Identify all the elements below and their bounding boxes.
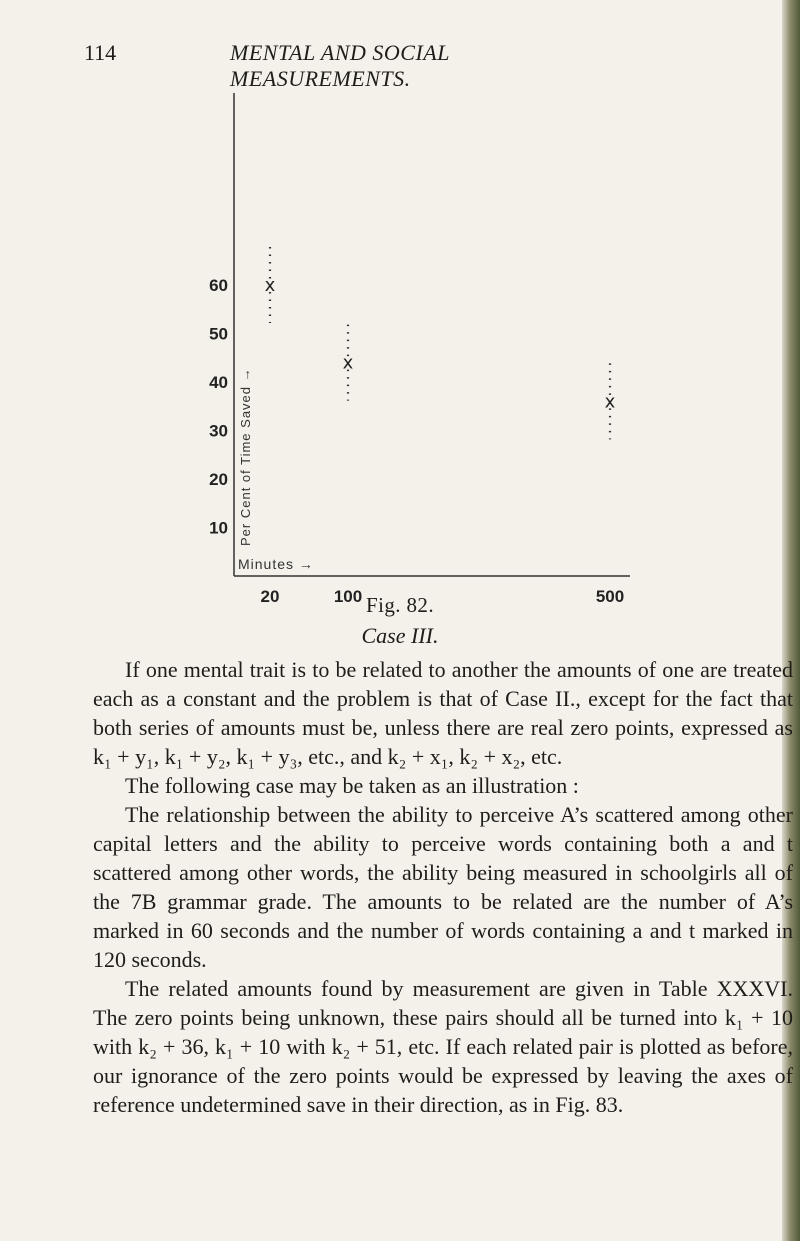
x-axis-label: Minutes →: [238, 556, 314, 572]
y-tick-label: 10: [209, 518, 228, 538]
figure-caption: Fig. 82.: [366, 593, 434, 617]
x-tick-label: 20: [260, 587, 280, 606]
point-marker: x: [604, 391, 616, 413]
data-point: [265, 247, 276, 323]
y-tick-label: 50: [209, 324, 228, 344]
y-tick-label: 30: [209, 421, 228, 441]
paragraph-4: The related amounts found by measurement are given in Table XXXVI. The zero points being unknown, these pairs should all be turned into k₁ + 10 with k₂ + 36, k₁ + 10 with k₂ + 51, etc. If each related pair is plotted as before, our ignorance of the zero points would be expressed by leaving the axes of reference undetermined save in their direction, as in Fig. 83.: [93, 976, 793, 1117]
x-tick-label: 500: [595, 587, 625, 606]
scatter-chart: [170, 88, 640, 638]
data-points: [265, 247, 616, 439]
paragraph-2: The following case may be taken as an illustration :: [125, 773, 579, 798]
page-header: [84, 40, 624, 91]
point-marker: x: [342, 352, 354, 374]
page-number: 114: [84, 40, 117, 65]
running-title: MENTAL AND SOCIAL MEASUREMENTS.: [230, 40, 450, 91]
body-text: [93, 655, 793, 1119]
figure-82: [170, 88, 640, 638]
y-tick-label: 60: [209, 276, 228, 295]
case-heading: Case III.: [361, 623, 439, 648]
y-tick-labels: [209, 276, 228, 538]
x-tick-label: 100: [333, 587, 363, 606]
point-marker: x: [264, 275, 276, 296]
y-tick-label: 40: [209, 373, 228, 392]
y-tick-label: 20: [209, 470, 228, 489]
y-axis-label: Per Cent of Time Saved →: [238, 367, 253, 546]
paragraph-3: The relationship between the ability to perceive A’s scattered among other capital letters and the ability to perceive words containing both a and t scattered among other words, the ability being measured in schoolgirls all of the 7B grammar grade. The amounts to be related are the number of A’s marked in 60 seconds and the number of words containing a and t marked in 120 seconds.: [93, 802, 793, 972]
paragraph-1: If one mental trait is to be related to another the amounts of one are treated each as a constant and the problem is that of Case II., except for the fact that both series of amounts must be, unless there are real zero points, expressed as k₁ + y₁, k₁ + y₂, k₁ + y₃, etc., and k₂ + x₁, k₂ + x₂, etc.: [93, 657, 793, 769]
data-point: [605, 363, 616, 439]
data-point: [343, 325, 354, 401]
